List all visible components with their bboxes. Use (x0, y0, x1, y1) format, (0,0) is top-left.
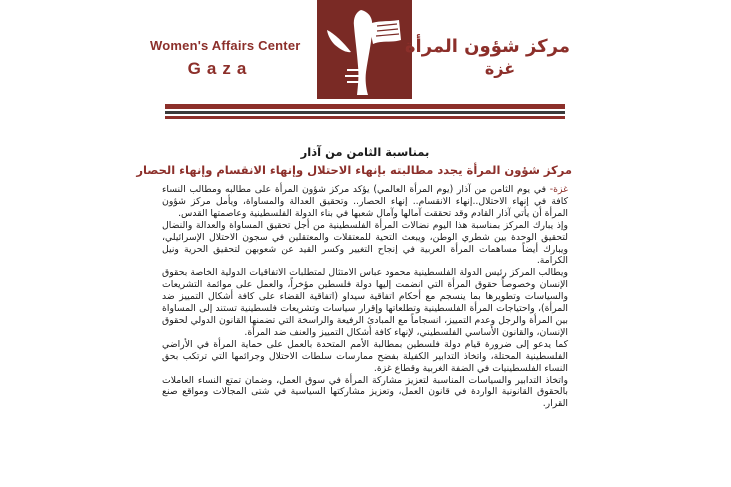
org-name-ar-title: مركز شؤون المرأة (404, 36, 570, 57)
statement-body (162, 184, 568, 410)
dove-flag-icon (317, 0, 412, 99)
org-city-en: Gaza (187, 59, 253, 78)
org-name-ar (404, 36, 570, 78)
header-divider-bottom (165, 116, 565, 119)
statement-occasion: بمناسبة الثامن من آذار (300, 145, 430, 159)
org-name-en (150, 38, 301, 79)
header-divider-top (165, 104, 565, 109)
paragraph-text: في يوم الثامن من آذار (يوم المرأة العالمي) يؤكد مركز شؤون المرأة على مطالبه ومطالب النساء كافة في إنهاء الاحتلال..إنهاء الانقسام.. إنهاء الحصار.. وتحقيق العدالة والمساواة، ويأمل مركز شؤون المرأة أن يأتي آذار القادم وقد تحققت آمالها وآمال شعبها في بناء الدولة الفلسطينية وعاصمتها القدس. (162, 184, 568, 219)
statement-paragraph: ويطالب المركز رئيس الدولة الفلسطينية محمود عباس الامتثال لمتطلبات الاتفاقيات الدولية الخاصة بحقوق الإنسان وخصوصاً حقوق المرأة التي انضمت إليها دولة فلسطين مؤخراً، والعمل على موائمة التشريعات والسياسات وتطويرها بما ينسجم مع أحكام اتفاقية سيداو (اتفاقية القضاء على كافة أشكال التمييز ضد المرأة)، واحتياجات المرأة الفلسطينية وتطلعاتها وإقرار سياسات وتشريعات فلسطينية تستند إلى المساواة بين المرأة والرجل وعدم التمييز، انسجاماً مع المبادئ الرفيعة والراسخة التي تضمنها القانون الدولي لحقوق الإنسان، والقانون الأساسي الفلسطيني، لإنهاء كافة أشكال التمييز والعنف ضد المرأة. (162, 267, 568, 338)
statement-paragraph (162, 184, 568, 220)
org-name-en-title: Women's Affairs Center (150, 38, 301, 53)
header-divider-middle (165, 111, 565, 114)
logo-emblem (317, 0, 412, 99)
org-city-ar: غزة (484, 59, 516, 78)
statement-paragraph: واتخاذ التدابير والسياسات المناسبة لتعزيز مشاركة المرأة في سوق العمل، وضمان تمتع النساء العاملات بالحقوق القانونية الواردة في قانون العمل، وتعزيز مشاركتها السياسية في شتى المجالات ومواقع صنع القرار. (162, 374, 568, 410)
statement-paragraph: كما يدعو إلى ضرورة قيام دولة فلسطين بمطالبة الأمم المتحدة بالعمل على حماية المرأة في الأراضي الفلسطينية المحتلة، واتخاذ التدابير الكفيلة بفضح ممارسات سلطات الاحتلال وجرائمها التي ترتكب بحق النساء الفلسطينيات في الضفة الغربية وقطاع غزة. (162, 338, 568, 374)
statement-title: مركز شؤون المرأة يجدد مطالبته بإنهاء الاحتلال وإنهاء الانقسام وإنهاء الحصار (136, 163, 572, 177)
statement-paragraph: وإذ يبارك المركز بمناسبة هذا اليوم نضالات المرأة الفلسطينية من أجل تحقيق المساواة والعدالة والنضال لتحقيق الوحدة بين شطري الوطن، ويبعث التحية للمعتقلات والمعتقلين في سجون الاحتلال الإسرائيلي، ويبارك أيضاً مساهمات المرأة العربية في إنجاح التغيير وكسر القيد عن شعوبهن لتحقيق الحرية ونيل الكرامة. (162, 219, 568, 267)
dateline-place: غزة- (549, 184, 568, 195)
